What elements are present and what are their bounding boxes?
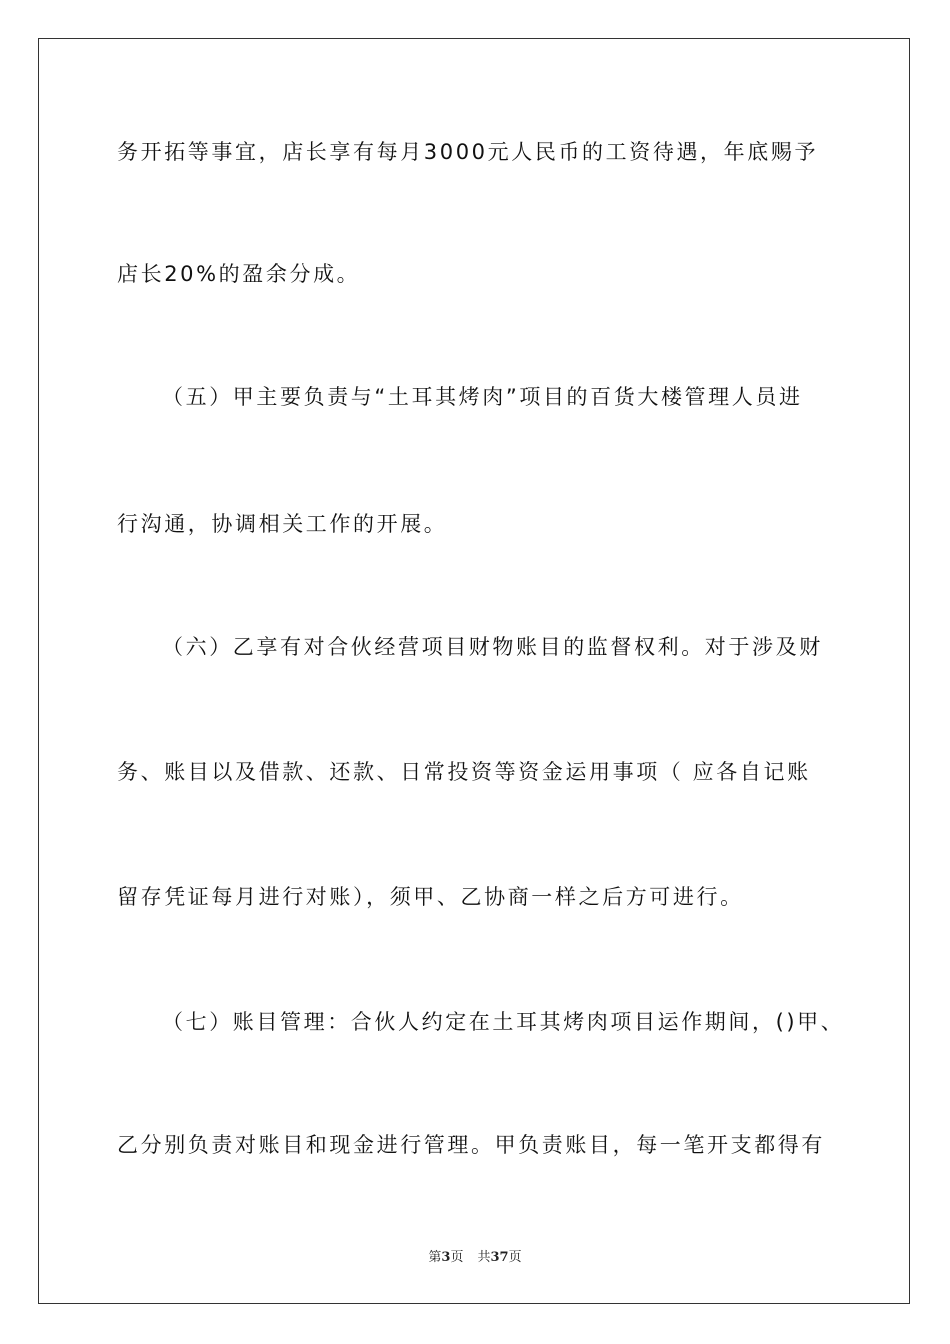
page-prefix: 第 (428, 1250, 442, 1265)
page-number: 3 (441, 1250, 451, 1265)
paragraph-line: 留存凭证每月进行对账），须甲、乙协商一样之后方可进行。 (117, 885, 744, 909)
paragraph-line: 务、账目以及借款、还款、日常投资等资金运用事项（ 应各自记账 (117, 760, 811, 784)
total-pages: 37 (490, 1250, 509, 1265)
page-footer (0, 1246, 950, 1265)
paragraph-line: 乙分别负责对账目和现金进行管理。甲负责账目，每一笔开支都得有 (117, 1133, 825, 1157)
page-suffix: 页 (450, 1250, 464, 1265)
paragraph-line: （五）甲主要负责与“土耳其烤肉”项目的百货大楼管理人员进 (162, 385, 803, 409)
paragraph-line: （七）账目管理：合伙人约定在土耳其烤肉项目运作期间，()甲、 (162, 1010, 845, 1034)
page-border (38, 38, 910, 1304)
total-prefix: 共 (477, 1250, 491, 1265)
paragraph-line: 行沟通，协调相关工作的开展。 (117, 512, 448, 536)
paragraph-line: （六）乙享有对合伙经营项目财物账目的监督权利。对于涉及财 (162, 635, 823, 659)
total-suffix: 页 (508, 1250, 522, 1265)
paragraph-line: 店长20%的盈余分成。 (117, 262, 361, 286)
paragraph-line: 务开拓等事宜，店长享有每月3000元人民币的工资待遇，年底赐予 (117, 140, 819, 164)
